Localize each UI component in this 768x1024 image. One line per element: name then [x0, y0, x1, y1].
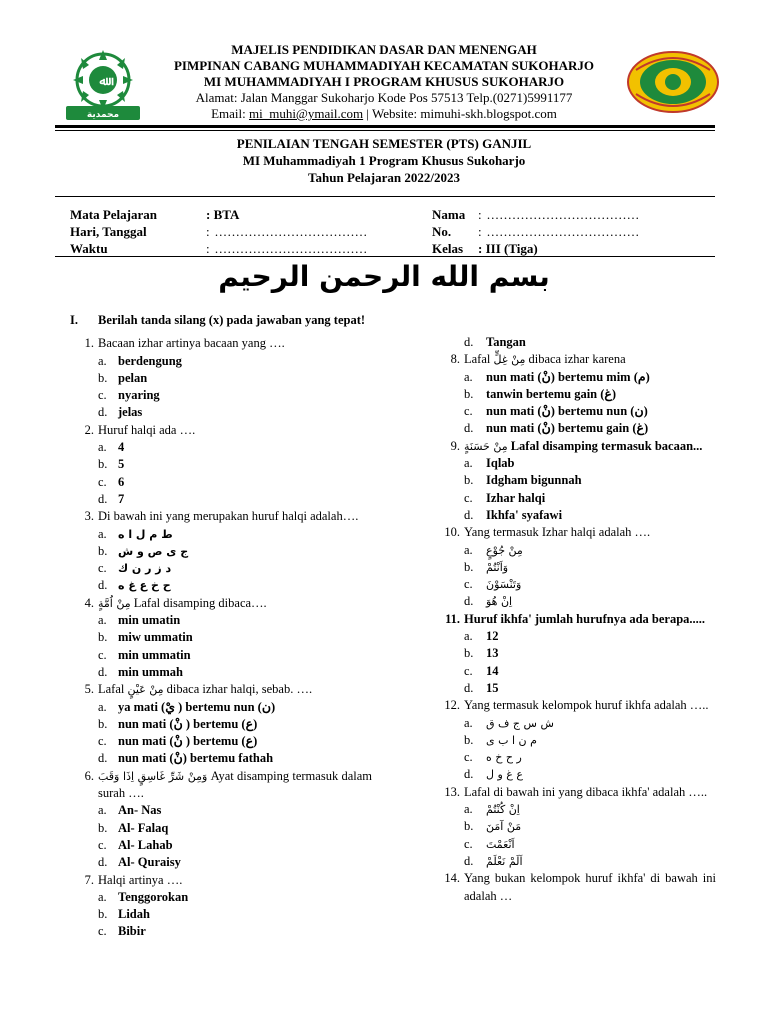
- option-letter: c.: [464, 490, 473, 505]
- option-5d[interactable]: [70, 750, 372, 767]
- option-text: Izhar halqi: [486, 490, 546, 505]
- option-10d[interactable]: [440, 593, 716, 610]
- questions-right-column: [440, 334, 716, 905]
- option-5b[interactable]: [70, 716, 372, 733]
- option-1c[interactable]: [70, 387, 372, 404]
- waktu-label: Waktu: [70, 241, 108, 256]
- option-1a[interactable]: [70, 353, 372, 370]
- option-2a[interactable]: [70, 439, 372, 456]
- option-letter: d.: [98, 578, 108, 593]
- option-letter: a.: [464, 369, 473, 384]
- option-letter: b.: [98, 457, 108, 472]
- option-text: nyaring: [118, 388, 160, 403]
- option-text: ط م ل ا ه: [118, 527, 173, 541]
- question-number: 5.: [84, 682, 94, 697]
- header-contact: [0, 106, 768, 122]
- option-13a[interactable]: [440, 801, 716, 818]
- option-letter: c.: [98, 647, 107, 662]
- no-value[interactable]: : ....................................: [478, 224, 640, 239]
- mapel-label: Mata Pelajaran: [70, 207, 158, 222]
- option-letter: d.: [464, 853, 474, 868]
- option-text: 13: [486, 646, 499, 661]
- question-number: 10.: [444, 525, 460, 540]
- option-text: 7: [118, 491, 125, 506]
- option-text: Al- Lahab: [118, 837, 173, 852]
- option-9d[interactable]: [440, 507, 716, 524]
- option-letter: a.: [464, 715, 473, 730]
- option-7c[interactable]: [70, 923, 372, 940]
- option-4c[interactable]: [70, 647, 372, 664]
- option-11c[interactable]: [440, 663, 716, 680]
- option-3d[interactable]: [70, 577, 372, 594]
- option-10a[interactable]: [440, 542, 716, 559]
- bismillah: بسم الله الرحمن الرحيم: [218, 260, 550, 293]
- option-text: اِنْ كُنْتُمْ: [486, 803, 520, 817]
- option-letter: d.: [98, 664, 108, 679]
- option-text: nun mati (نْ) bertemu mim (م): [486, 369, 650, 384]
- option-letter: d.: [464, 680, 474, 695]
- option-letter: a.: [464, 456, 473, 471]
- hari-value[interactable]: : ....................................: [206, 224, 368, 239]
- option-letter: c.: [464, 663, 473, 678]
- option-letter: d.: [464, 421, 474, 436]
- option-letter: a.: [464, 629, 473, 644]
- option-3a[interactable]: [70, 526, 372, 543]
- option-text: 6: [118, 474, 125, 489]
- option-letter: a.: [98, 699, 107, 714]
- option-letter: c.: [98, 388, 107, 403]
- kelas-label: Kelas: [432, 241, 464, 256]
- option-letter: c.: [98, 734, 107, 749]
- option-6c[interactable]: [70, 837, 372, 854]
- option-letter: c.: [98, 837, 107, 852]
- question-7: [70, 872, 372, 889]
- question-number: 8.: [450, 352, 460, 367]
- exam-title-2: MI Muhammadiyah 1 Program Khusus Sukoharjo: [242, 153, 526, 168]
- header-rule-thick: [55, 125, 715, 128]
- option-text: Tangan: [486, 335, 526, 349]
- option-text: Al- Falaq: [118, 820, 169, 835]
- question-8: [440, 351, 716, 368]
- option-text: Lidah: [118, 907, 150, 922]
- option-letter: b.: [464, 386, 474, 401]
- option-text: nun mati (نْ) bertemu gain (غ): [486, 421, 649, 436]
- option-text: Ikhfa' syafawi: [486, 507, 563, 522]
- option-13c[interactable]: [440, 836, 716, 853]
- option-text: Tenggorokan: [118, 889, 189, 904]
- question-text: Huruf ikhfa' jumlah hurufnya ada berapa.....: [464, 611, 706, 626]
- option-letter: d.: [464, 594, 474, 609]
- option-text: 14: [486, 663, 499, 678]
- question-number: 11.: [445, 611, 460, 626]
- exam-title-1: PENILAIAN TENGAH SEMESTER (PTS) GANJIL: [236, 136, 532, 151]
- question-number: 14.: [444, 871, 460, 886]
- question-9: [440, 438, 716, 455]
- option-letter: d.: [98, 405, 108, 420]
- option-text: 12: [486, 629, 499, 644]
- question-arabic: مِنْ اُمَّةٍ: [98, 596, 131, 610]
- question-arabic: مِنْ غِلٍّ: [493, 353, 526, 367]
- option-4d[interactable]: [70, 664, 372, 681]
- option-7d[interactable]: [440, 334, 716, 351]
- question-number: 3.: [84, 509, 94, 524]
- question-number: 12.: [444, 698, 460, 713]
- option-letter: d.: [464, 767, 474, 782]
- option-10b[interactable]: [440, 559, 716, 576]
- option-text: مِنْ جُوْعٍ: [486, 543, 523, 557]
- section-heading: [70, 312, 372, 329]
- question-number: 6.: [84, 768, 94, 783]
- question-text: dibaca izhar halqi, sebab. ….: [163, 682, 313, 697]
- option-letter: c.: [464, 404, 473, 419]
- question-number: 9.: [450, 438, 460, 453]
- info-rule-bottom: [55, 256, 715, 257]
- option-text: ع غ و ل: [486, 768, 523, 782]
- option-text: jelas: [118, 405, 143, 420]
- option-letter: d.: [98, 751, 108, 766]
- option-2d[interactable]: [70, 491, 372, 508]
- question-13: [440, 784, 716, 801]
- option-6a[interactable]: [70, 802, 372, 819]
- option-letter: a.: [98, 526, 107, 541]
- option-letter: b.: [98, 716, 108, 731]
- option-letter: a.: [98, 803, 107, 818]
- option-text: اَلَمْ نَعْلَمْ: [486, 854, 523, 868]
- option-text: nun mati (نْ ) bertemu (ع): [118, 716, 258, 731]
- option-9b[interactable]: [440, 472, 716, 489]
- option-letter: b.: [98, 630, 108, 645]
- option-letter: c.: [464, 577, 473, 592]
- section-number: I.: [70, 313, 78, 327]
- option-text: اَنْعَمْتَ: [486, 837, 515, 851]
- option-letter: b.: [98, 907, 108, 922]
- option-letter: d.: [464, 335, 474, 349]
- header-line1: MAJELIS PENDIDIKAN DASAR DAN MENENGAH: [231, 42, 537, 57]
- option-letter: b.: [464, 473, 474, 488]
- option-letter: a.: [98, 440, 107, 455]
- question-text: Lafal: [464, 352, 494, 367]
- option-12a[interactable]: [440, 715, 716, 732]
- option-11b[interactable]: [440, 645, 716, 662]
- hari-label: Hari, Tanggal: [70, 224, 147, 239]
- question-text: Yang termasuk Izhar halqi adalah ….: [464, 525, 651, 540]
- question-14: [440, 870, 716, 905]
- question-number: 13.: [444, 784, 460, 799]
- option-8c[interactable]: [440, 403, 716, 420]
- option-letter: b.: [464, 819, 474, 834]
- option-text: وَتَنْسَوْنَ: [486, 578, 522, 592]
- option-12d[interactable]: [440, 766, 716, 783]
- waktu-value[interactable]: : ....................................: [206, 241, 368, 256]
- question-text: Lafal disamping termasuk bacaan...: [507, 438, 703, 453]
- option-letter: b.: [98, 370, 108, 385]
- option-text: miw ummatin: [118, 630, 193, 645]
- option-text: pelan: [118, 370, 148, 385]
- question-11: [440, 611, 716, 628]
- nama-value[interactable]: : ....................................: [478, 207, 640, 222]
- option-3b[interactable]: [70, 543, 372, 560]
- email-link[interactable]: mi_muhi@ymail.com: [248, 106, 364, 121]
- header-line2: PIMPINAN CABANG MUHAMMADIYAH KECAMATAN SUKOHARJO: [173, 58, 595, 73]
- info-rule-top: [55, 196, 715, 197]
- question-text: Huruf halqi ada ….: [98, 422, 196, 437]
- option-text: min ummah: [118, 664, 183, 679]
- question-text: Bacaan izhar artinya bacaan yang ….: [98, 336, 285, 351]
- option-3c[interactable]: [70, 560, 372, 577]
- header-address: Alamat: Jalan Manggar Sukoharjo Kode Pos 57513 Telp.(0271)5991177: [195, 90, 573, 105]
- option-letter: b.: [464, 646, 474, 661]
- question-number: 2.: [84, 422, 94, 437]
- option-text: ح خ ع غ ه: [118, 579, 171, 593]
- option-text: د ز ر ن ك: [118, 562, 172, 576]
- option-letter: a.: [98, 613, 107, 628]
- option-text: Iqlab: [486, 456, 515, 471]
- option-text: اِنْ هُوَ: [486, 595, 513, 609]
- option-text: An- Nas: [118, 803, 162, 818]
- nama-label: Nama: [432, 207, 466, 222]
- exam-title-3: Tahun Pelajaran 2022/2023: [308, 170, 460, 185]
- option-text: م ن ا ب ى: [486, 733, 537, 747]
- question-number: 1.: [84, 336, 94, 351]
- student-info: [70, 206, 730, 258]
- option-6d[interactable]: [70, 854, 372, 871]
- option-9c[interactable]: [440, 490, 716, 507]
- question-12: [440, 697, 716, 714]
- question-2: [70, 422, 372, 439]
- question-text: Ayat disamping termasuk dalam surah ….: [98, 768, 373, 801]
- no-label: No.: [432, 224, 452, 239]
- option-text: 4: [118, 440, 125, 455]
- email-label: Email:: [211, 106, 249, 121]
- option-1d[interactable]: [70, 404, 372, 421]
- mapel-value: : BTA: [206, 207, 240, 222]
- option-text: min ummatin: [118, 647, 191, 662]
- svg-text:محمدية: محمدية: [86, 110, 120, 120]
- option-letter: b.: [464, 732, 474, 747]
- option-7a[interactable]: [70, 889, 372, 906]
- option-letter: b.: [98, 820, 108, 835]
- option-text: ج ى ص و ش: [118, 544, 189, 558]
- option-letter: b.: [464, 559, 474, 574]
- option-text: ش س ج ف ق: [486, 716, 554, 730]
- option-text: ر ح خ ه: [486, 751, 522, 765]
- header-rule-thin: [55, 130, 715, 131]
- question-text: Halqi artinya ….: [98, 872, 183, 887]
- question-text: Yang bukan kelompok huruf ikhfa' di bawah ini adalah …: [464, 871, 716, 903]
- option-text: 5: [118, 457, 125, 472]
- question-3: [70, 508, 372, 525]
- section-instruction: Berilah tanda silang (x) pada jawaban yang tepat!: [98, 313, 366, 327]
- option-2b[interactable]: [70, 456, 372, 473]
- option-text: nun mati (نْ) bertemu nun (ن): [486, 404, 648, 419]
- option-13b[interactable]: [440, 818, 716, 835]
- header-line3: MI MUHAMMADIYAH I PROGRAM KHUSUS SUKOHARJO: [203, 74, 565, 89]
- option-7b[interactable]: [70, 906, 372, 923]
- option-text: min umatin: [118, 613, 181, 628]
- option-letter: c.: [464, 836, 473, 851]
- option-letter: d.: [464, 507, 474, 522]
- option-text: مَنْ آمَنَ: [486, 820, 522, 834]
- question-text: Yang termasuk kelompok huruf ikhfa adalah …..: [464, 698, 709, 713]
- option-letter: b.: [98, 543, 108, 558]
- exam-title: [0, 135, 768, 186]
- option-5a[interactable]: [70, 699, 372, 716]
- option-letter: d.: [98, 855, 108, 870]
- question-6: [70, 768, 372, 803]
- option-text: nun mati (نْ) bertemu fathah: [118, 751, 274, 766]
- option-5c[interactable]: [70, 733, 372, 750]
- question-arabic: مِنْ عَيْنٍ: [127, 683, 164, 697]
- question-1: [70, 335, 372, 352]
- option-text: وَاَنْتُمْ: [486, 560, 509, 574]
- option-text: Idgham bigunnah: [486, 473, 582, 488]
- question-10: [440, 524, 716, 541]
- questions-left-column: [70, 312, 372, 941]
- option-letter: a.: [464, 542, 473, 557]
- option-12c[interactable]: [440, 749, 716, 766]
- option-letter: a.: [464, 802, 473, 817]
- website-text: | Website: mimuhi-skh.blogspot.com: [363, 106, 557, 121]
- option-letter: a.: [98, 889, 107, 904]
- letterhead: [0, 42, 768, 122]
- question-4: [70, 595, 372, 612]
- option-text: Al- Quraisy: [118, 855, 181, 870]
- question-text: Lafal disamping dibaca….: [130, 595, 267, 610]
- option-text: ya mati (يْ ) bertemu nun (ن): [118, 699, 276, 714]
- question-text: Lafal: [98, 682, 128, 697]
- option-text: nun mati (نْ ) bertemu (ع): [118, 734, 258, 749]
- question-text: Lafal di bawah ini yang dibaca ikhfa' adalah …..: [464, 784, 708, 799]
- question-arabic: مِنْ حَسَنَةٍ: [464, 439, 508, 453]
- option-letter: c.: [98, 561, 107, 576]
- option-1b[interactable]: [70, 370, 372, 387]
- option-8a[interactable]: [440, 369, 716, 386]
- question-arabic: وَمِنْ شَرِّ غَاسِقٍ اِذَا وَقَبَ: [98, 769, 208, 783]
- option-6b[interactable]: [70, 820, 372, 837]
- option-4a[interactable]: [70, 612, 372, 629]
- option-letter: c.: [98, 924, 107, 939]
- option-letter: a.: [98, 353, 107, 368]
- option-11a[interactable]: [440, 628, 716, 645]
- option-9a[interactable]: [440, 455, 716, 472]
- option-text: tanwin bertemu gain (غ): [486, 386, 617, 401]
- option-11d[interactable]: [440, 680, 716, 697]
- option-12b[interactable]: [440, 732, 716, 749]
- svg-text:ﷲ: ﷲ: [99, 74, 107, 88]
- option-8b[interactable]: [440, 386, 716, 403]
- option-2c[interactable]: [70, 474, 372, 491]
- option-13d[interactable]: [440, 853, 716, 870]
- option-text: Bibir: [118, 924, 146, 939]
- question-5: [70, 681, 372, 698]
- question-number: 7.: [84, 872, 94, 887]
- option-letter: d.: [98, 491, 108, 506]
- option-text: berdengung: [118, 353, 182, 368]
- question-number: 4.: [84, 595, 94, 610]
- option-letter: c.: [464, 750, 473, 765]
- option-letter: c.: [98, 474, 107, 489]
- option-10c[interactable]: [440, 576, 716, 593]
- question-text: Di bawah ini yang merupakan huruf halqi adalah….: [98, 509, 359, 524]
- kelas-value: : III (Tiga): [478, 241, 538, 256]
- question-text: dibaca izhar karena: [525, 352, 626, 367]
- option-4b[interactable]: [70, 629, 372, 646]
- option-text: 15: [486, 680, 499, 695]
- option-8d[interactable]: [440, 420, 716, 437]
